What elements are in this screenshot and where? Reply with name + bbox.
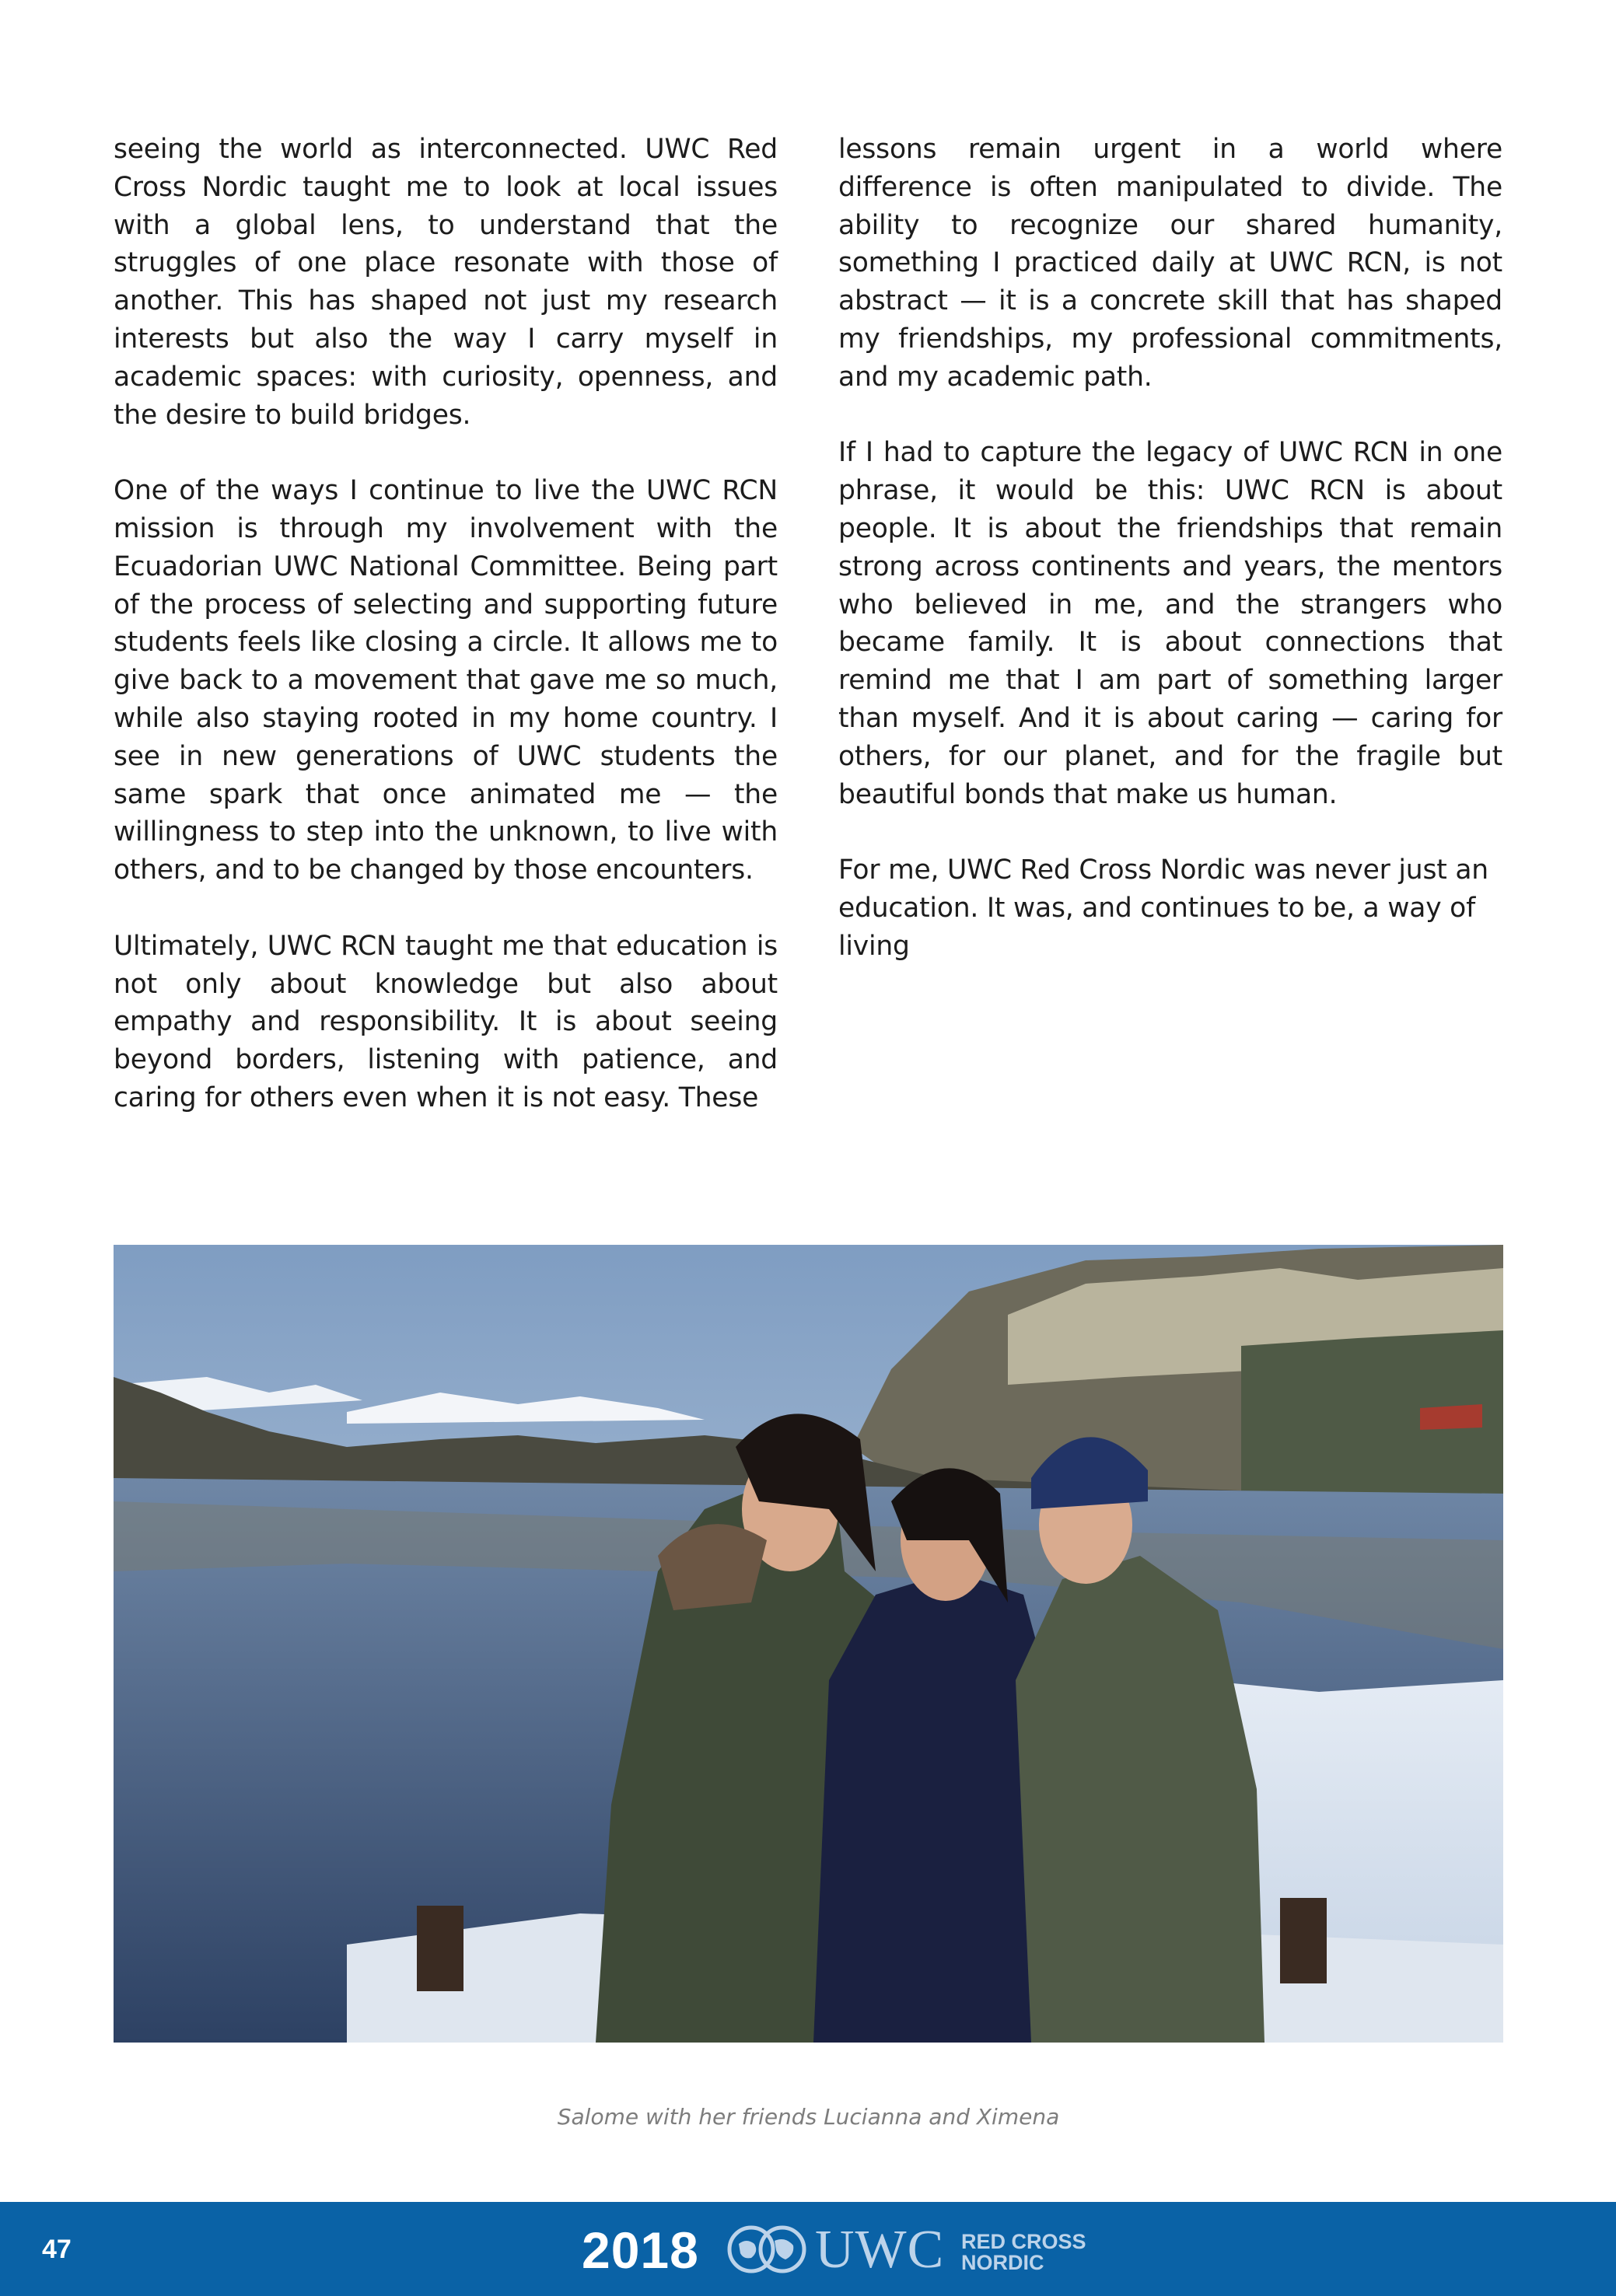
brand-name: UWC (815, 2220, 945, 2280)
page-number: 47 (42, 2235, 72, 2264)
paragraph: One of the ways I continue to live the UWC RCN mission is through my involvement with the Ecuadorian UWC National Committee. Being part of the process of selecting and supporting future students feels like closing a circle. It allows me to give back to a movement that gave me so much, while also staying rooted in my home country. I see in new generations of UWC students the same spark that once animated me — the willingness to step into the unknown, to live with others, and to be changed by those encounters. (114, 475, 778, 886)
paragraph: If I had to capture the legacy of UWC RCN in one phrase, it would be this: UWC RCN is about people. It is about the friendships that remain strong across continents and years, the mentors who believed in me, and the strangers who became family. It is about connections that remind me that I am part of something larger than myself. And it is about caring — caring for others, for our planet, and for the fragile but beautiful bonds that make us human. (838, 437, 1502, 810)
article-column-right (838, 131, 1502, 1003)
article-column-left (114, 131, 778, 1155)
paragraph: lessons remain urgent in a world where difference is often manipulated to divide. The ability to recognize our shared humanity, something I practiced daily at UWC RCN, is not abstract — it is a concrete skill that has shaped my friendships, my professional commitments, and my academic path. (838, 134, 1502, 393)
paragraph: Ultimately, UWC RCN taught me that education is not only about knowledge but also about empathy and responsibility. It is about seeing beyond borders, listening with patience, and caring for others even when it is not easy. These (114, 930, 778, 1113)
article-body (114, 131, 1502, 1172)
paragraph: For me, UWC Red Cross Nordic was never just an education. It was, and continues to be, a way of living (838, 854, 1488, 962)
brand-subtitle-line: RED CROSS (961, 2230, 1086, 2253)
uwc-brand-logo (582, 2214, 1095, 2284)
article-photo (114, 1245, 1503, 2043)
photo-illustration (114, 1245, 1503, 2043)
brand-subtitle (961, 2231, 1101, 2273)
paragraph: seeing the world as interconnected. UWC Red Cross Nordic taught me to look at local issues with a global lens, to understand that the struggles of one place resonate with those of another. This has shaped not just my research interests but also the way I carry myself in academic spaces: with curiosity, openness, and the desire to build bridges. (114, 134, 778, 431)
edition-year: 2018 (582, 2221, 699, 2279)
globe-hands-icon (720, 2221, 813, 2278)
photo-caption: Salome with her friends Lucianna and Ximena (557, 2104, 1060, 2130)
page-footer (0, 2202, 1616, 2296)
brand-subtitle-line: NORDIC (961, 2251, 1044, 2274)
